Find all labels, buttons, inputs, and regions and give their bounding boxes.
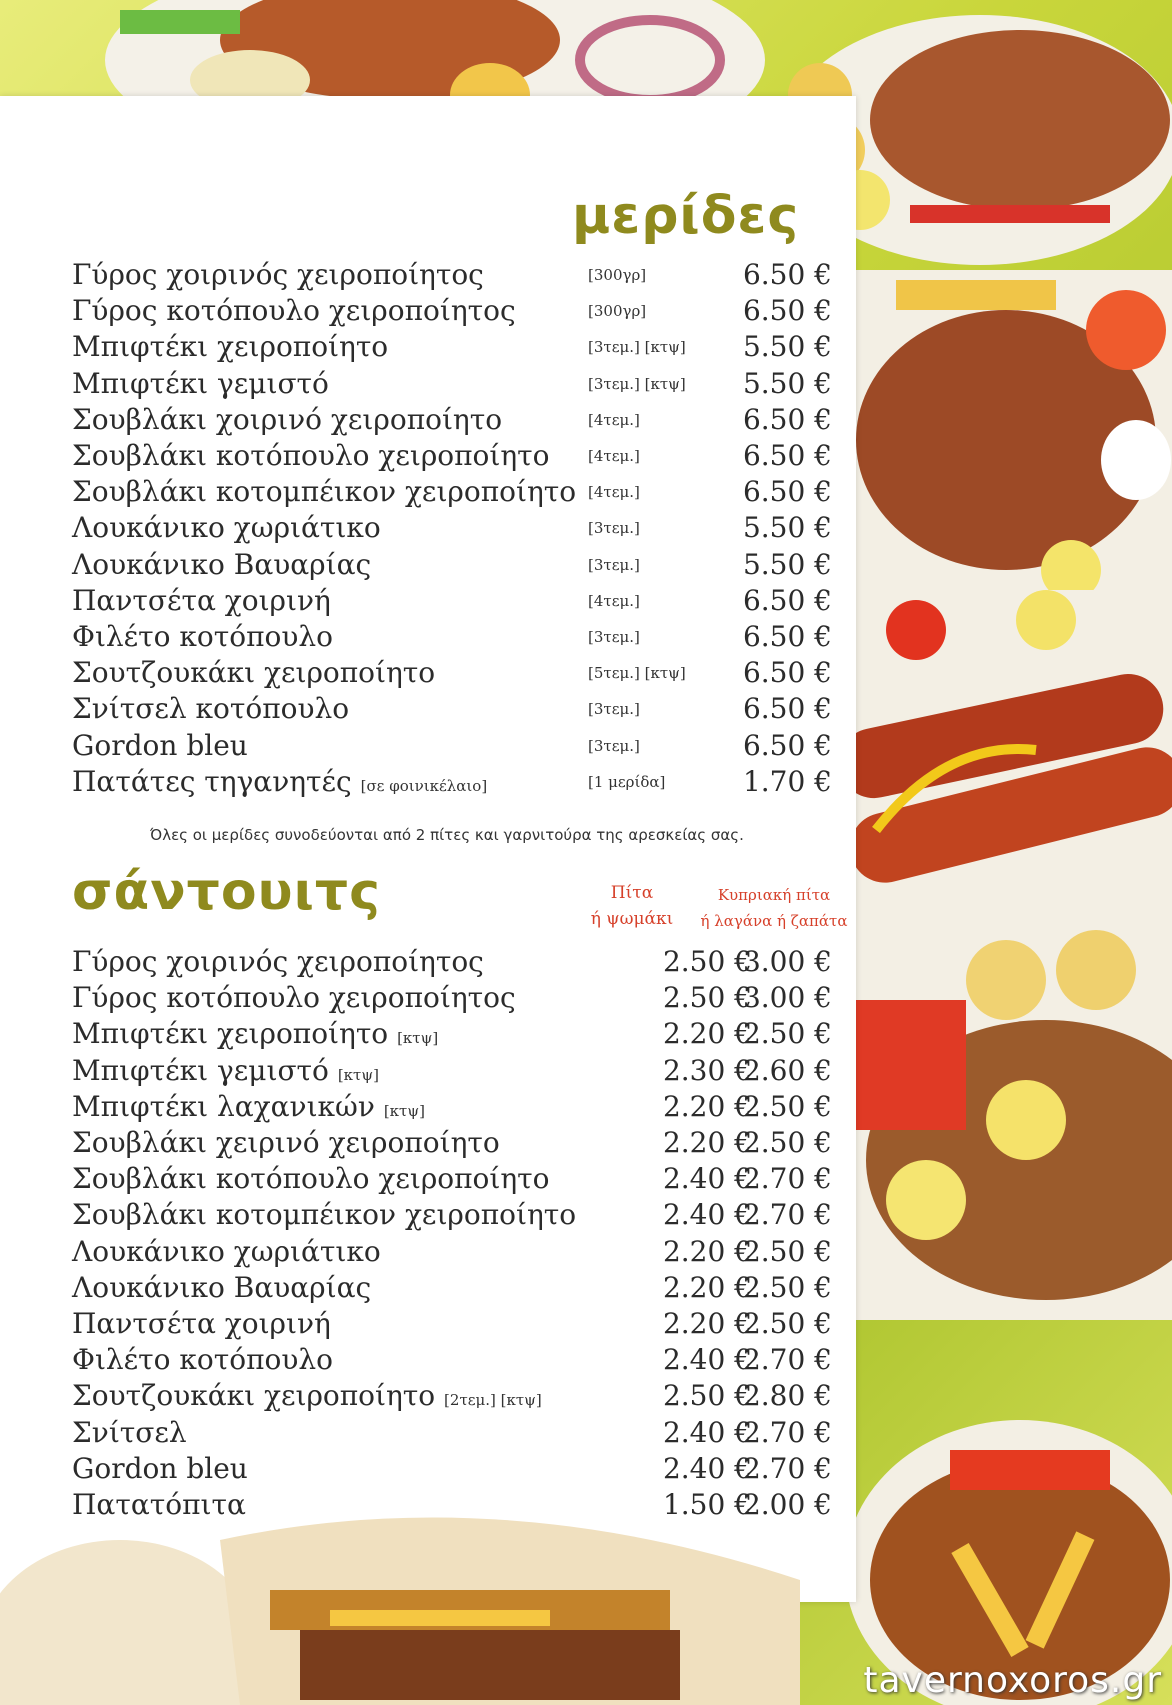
price-pita: 2.40 €: [662, 1451, 752, 1485]
item-name-text: Λουκάνικο Βαυαρίας: [72, 1270, 372, 1304]
price-pita: 2.20 €: [662, 1307, 752, 1340]
price-cypriot-pita: 2.70 €: [742, 1198, 832, 1232]
item-quantity: [3τεμ.] [κτψ]: [588, 338, 686, 357]
sandwich-row: [72, 1090, 832, 1126]
sandwich-row: [72, 1017, 832, 1053]
sandwich-row: [72, 981, 832, 1017]
price-cypriot-pita: 3.00 €: [742, 981, 832, 1015]
item-name: [72, 1416, 187, 1449]
item-quantity: [4τεμ.]: [588, 447, 640, 465]
price-pita: 2.40 €: [662, 1198, 752, 1232]
sandwich-row: [72, 1271, 832, 1307]
sandwich-row: [72, 1343, 832, 1379]
item-name-text: Σουτζουκάκι χειροποίητο: [72, 1379, 436, 1413]
item-name: [72, 511, 381, 544]
sandwich-row: [72, 1488, 832, 1524]
sandwich-row: [72, 1126, 832, 1162]
price-cypriot-pita: 2.50 €: [742, 1017, 832, 1051]
item-name-text: Παντσέτα χοιρινή: [72, 1307, 331, 1340]
bacon-rolls-photo: [856, 270, 1172, 590]
item-name: [72, 1126, 500, 1159]
item-name-text: Φιλέτο κοτόπουλο: [72, 1343, 334, 1377]
item-name: [72, 1235, 381, 1268]
menu-row: [72, 330, 832, 366]
item-price: 6.50 €: [742, 258, 832, 291]
item-name-text: Σουβλάκι χειρινό χειροποίητο: [72, 1126, 500, 1159]
item-name-text: Γύρος κοτόπουλο χειροποίητος: [72, 981, 516, 1015]
watermark: tavernoxoros.gr: [863, 1660, 1162, 1701]
item-name: [72, 475, 576, 508]
item-note: [κτψ]: [383, 1101, 425, 1120]
item-quantity: [300γρ]: [588, 302, 647, 321]
item-name: [72, 692, 349, 725]
menu-row: [72, 475, 832, 511]
price-cypriot-pita: 2.50 €: [742, 1307, 832, 1340]
price-pita: 2.20 €: [662, 1234, 752, 1268]
sandwich-col2-header: [694, 882, 854, 934]
item-quantity: [3τεμ.]: [588, 628, 640, 646]
col1-line2: ή ψωμάκι: [590, 909, 674, 929]
item-price: 1.70 €: [742, 764, 832, 798]
item-name-text: Gordon bleu: [72, 1451, 248, 1485]
item-name: [72, 945, 484, 978]
price-cypriot-pita: 3.00 €: [742, 945, 832, 978]
sandwich-row: [72, 1198, 832, 1234]
item-name: [72, 1488, 246, 1521]
menu-row: [72, 729, 832, 765]
price-cypriot-pita: 2.70 €: [742, 1415, 832, 1449]
item-name: [72, 330, 388, 363]
menu-row: [72, 511, 832, 547]
price-cypriot-pita: 2.00 €: [742, 1488, 832, 1521]
item-quantity: [3τεμ.]: [588, 700, 640, 719]
item-quantity: [3τεμ.]: [588, 519, 640, 538]
item-note: [κτψ]: [337, 1065, 379, 1084]
item-name-text: Gordon bleu: [72, 728, 248, 762]
menu-row: [72, 656, 832, 692]
item-price: 5.50 €: [742, 330, 832, 364]
price-pita: 2.30 €: [662, 1053, 752, 1087]
item-name-text: Σουτζουκάκι χειροποίητο: [72, 656, 436, 690]
item-name: [72, 1017, 438, 1050]
price-pita: 2.50 €: [662, 945, 752, 978]
price-pita: 2.40 €: [662, 1415, 752, 1449]
menu-row: [72, 367, 832, 403]
sandwich-row: [72, 1416, 832, 1452]
item-name-text: Λουκάνικο Βαυαρίας: [72, 547, 372, 581]
item-name-text: Λουκάνικο χωριάτικο: [72, 1234, 381, 1268]
price-cypriot-pita: 2.50 €: [742, 1089, 832, 1123]
item-quantity: [5τεμ.] [κτψ]: [588, 664, 686, 683]
item-note: [κτψ]: [397, 1029, 439, 1048]
price-pita: 2.20 €: [662, 1089, 752, 1123]
price-cypriot-pita: 2.70 €: [742, 1162, 832, 1196]
sandwich-row: [72, 1379, 832, 1415]
sandwich-col1-header: [572, 880, 692, 932]
price-cypriot-pita: 2.50 €: [742, 1270, 832, 1304]
item-name: [72, 981, 516, 1014]
menu-row: [72, 620, 832, 656]
item-price: 5.50 €: [742, 366, 832, 400]
col1-line1: Πίτα: [610, 883, 654, 903]
item-name: [72, 1343, 333, 1376]
sandwich-row: [72, 1162, 832, 1198]
col2-line1: Κυπριακή πίτα: [717, 886, 831, 904]
item-name: [72, 1452, 248, 1485]
item-note: [2τεμ.] [κτψ]: [444, 1391, 542, 1410]
item-name-text: Σουβλάκι κοτόπουλο χειροποίητο: [72, 1162, 550, 1196]
price-pita: 2.50 €: [662, 981, 752, 1015]
merides-footnote: Όλες οι μερίδες συνοδεύονται από 2 πίτες και γαρνιτούρα της αρεσκείας σας.: [150, 826, 744, 844]
item-name: [72, 439, 550, 472]
sandwich-row: [72, 1054, 832, 1090]
menu-row: [72, 403, 832, 439]
menu-row: [72, 439, 832, 475]
item-name: [72, 1054, 379, 1087]
item-name-text: Πατάτες τηγανητές: [72, 764, 352, 798]
item-price: 6.50 €: [742, 402, 832, 436]
item-quantity: [4τεμ.]: [588, 483, 640, 502]
menu-row: [72, 692, 832, 728]
item-name: [72, 1271, 371, 1304]
item-quantity: [4τεμ.]: [588, 410, 640, 429]
item-name: [72, 1379, 542, 1412]
item-name-text: Μπιφτέκι χειροποίητο: [72, 330, 389, 364]
item-price: 6.50 €: [742, 620, 832, 653]
price-pita: 2.20 €: [662, 1270, 752, 1304]
item-name: [72, 584, 331, 617]
price-pita: 2.40 €: [662, 1162, 752, 1196]
item-name-text: Μπιφτέκι λαχανικών: [72, 1089, 375, 1123]
price-cypriot-pita: 2.70 €: [742, 1343, 832, 1377]
item-name: [72, 1090, 425, 1123]
item-name-text: Σουβλάκι κοτόπουλο χειροποίητο: [72, 439, 550, 472]
sandwich-title: σάντουιτς: [72, 862, 381, 922]
item-name: [72, 367, 329, 400]
price-pita: 1.50 €: [662, 1488, 752, 1521]
item-name-text: Πατατόπιτα: [72, 1488, 246, 1521]
item-name: [72, 1307, 331, 1340]
price-pita: 2.40 €: [662, 1343, 752, 1377]
sandwich-row: [72, 1235, 832, 1271]
sandwich-row: [72, 1452, 832, 1488]
item-note: [σε φοινικέλαιο]: [360, 776, 488, 795]
item-price: 5.50 €: [742, 511, 832, 545]
item-name-text: Μπιφτέκι χειροποίητο: [72, 1017, 389, 1051]
price-pita: 2.50 €: [662, 1379, 752, 1413]
item-name: [72, 403, 502, 436]
item-name-text: Σουβλάκι χοιρινό χειροποίητο: [72, 402, 503, 436]
item-name-text: Σουβλάκι κοτομπέικον χειροποίητο: [72, 1198, 577, 1232]
item-name-text: Παντσέτα χοιρινή: [72, 583, 331, 617]
item-price: 5.50 €: [742, 547, 832, 581]
item-name-text: Λουκάνικο χωριάτικο: [72, 511, 381, 545]
item-quantity: [300γρ]: [588, 266, 647, 284]
item-name: [72, 1162, 550, 1195]
item-name-text: Σνίτσελ κοτόπουλο: [72, 692, 350, 726]
menu-row: [72, 548, 832, 584]
menu-row: [72, 584, 832, 620]
item-price: 6.50 €: [742, 656, 832, 690]
col2-line2: ή λαγάνα ή ζαπάτα: [700, 912, 848, 930]
item-quantity: [3τεμ.]: [588, 555, 640, 574]
item-name: [72, 729, 248, 762]
item-price: 6.50 €: [742, 475, 832, 509]
item-quantity: [3τεμ.]: [588, 736, 640, 755]
item-name: [72, 656, 435, 689]
price-cypriot-pita: 2.70 €: [742, 1451, 832, 1485]
menu-row: [72, 258, 832, 294]
item-name-text: Σουβλάκι κοτομπέικον χειροποίητο: [72, 475, 577, 509]
grilled-meat-photo: [856, 920, 1172, 1320]
item-name-text: Φιλέτο κοτόπουλο: [72, 620, 334, 653]
sandwich-row: [72, 945, 832, 981]
item-name-text: Γύρος χοιρινός χειροποίητος: [72, 258, 484, 291]
price-cypriot-pita: 2.80 €: [742, 1379, 832, 1413]
merides-title: μερίδες: [572, 186, 800, 246]
item-name: [72, 620, 333, 653]
item-price: 6.50 €: [742, 439, 832, 472]
price-pita: 2.20 €: [662, 1017, 752, 1051]
item-name-text: Σνίτσελ: [72, 1415, 187, 1449]
price-cypriot-pita: 2.50 €: [742, 1234, 832, 1268]
pita-gyro-photo: [0, 1500, 830, 1705]
sandwich-row: [72, 1307, 832, 1343]
item-name-text: Γύρος χοιρινός χειροποίητος: [72, 945, 484, 978]
item-name-text: Μπιφτέκι γεμιστό: [72, 1053, 329, 1087]
item-price: 6.50 €: [742, 692, 832, 726]
price-cypriot-pita: 2.50 €: [742, 1126, 832, 1159]
item-price: 6.50 €: [742, 728, 832, 762]
item-name-text: Γύρος κοτόπουλο χειροποίητος: [72, 294, 516, 328]
price-pita: 2.20 €: [662, 1126, 752, 1159]
item-quantity: [4τεμ.]: [588, 591, 640, 610]
item-name: [72, 765, 487, 798]
item-name: [72, 294, 516, 327]
sausages-photo: [856, 590, 1172, 920]
price-cypriot-pita: 2.60 €: [742, 1053, 832, 1087]
menu-row: [72, 765, 832, 801]
item-name: [72, 1198, 576, 1231]
item-quantity: [1 μερίδα]: [588, 772, 666, 791]
item-name-text: Μπιφτέκι γεμιστό: [72, 366, 329, 400]
item-quantity: [3τεμ.] [κτψ]: [588, 374, 686, 393]
item-name: [72, 258, 484, 291]
item-price: 6.50 €: [742, 583, 832, 617]
item-name: [72, 548, 371, 581]
menu-row: [72, 294, 832, 330]
item-price: 6.50 €: [742, 294, 832, 328]
